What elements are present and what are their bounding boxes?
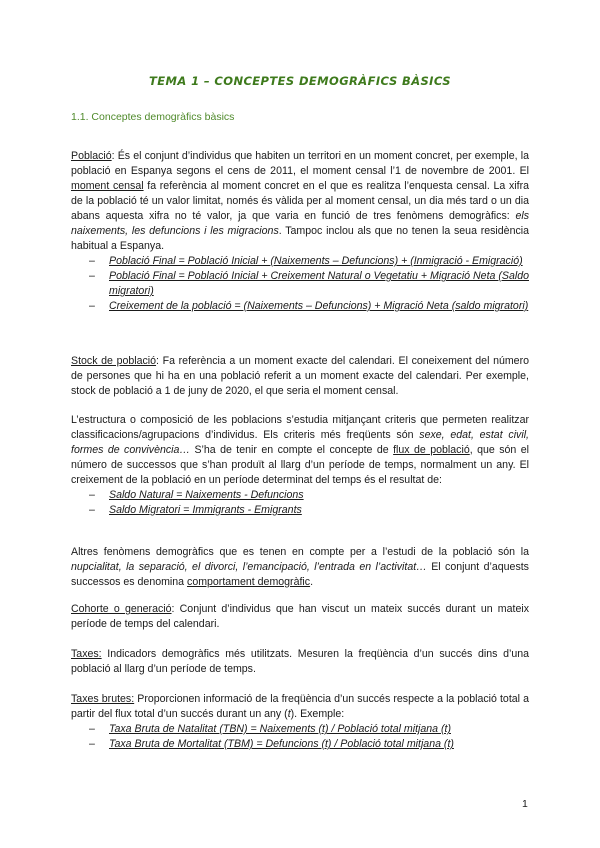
dash-bullet: – (89, 255, 95, 267)
text: S’ha de tenir en compte el concepte de (190, 444, 394, 456)
term-poblacio: Població (71, 150, 112, 162)
formula-item (71, 299, 529, 314)
dash-bullet: – (89, 738, 95, 750)
formula-text: Saldo Natural = Naixements - Defuncions (109, 489, 304, 501)
term-stock: Stock de població (71, 355, 157, 367)
text: El conjunt d’aquests successos es denomina (71, 561, 529, 588)
section-heading: 1.1. Conceptes demogràfics bàsics (71, 111, 235, 123)
formula-text: Població Final = Població Inicial + Creixement Natural o Vegetatiu + Migració Neta (Saldo migratori) (109, 270, 529, 297)
text: L’estructura o composició de les poblacions s’estudia mitjançant criteris que permeten realitzar classificacions/agrupacions d’individus. Els criteris més freqüents són (71, 414, 529, 441)
formula-list (71, 722, 529, 752)
text: : Conjunt d’individus que han viscut un mateix succés durant un mateix període de temps del calendari. (71, 603, 530, 630)
formula-text: Creixement de la població = (Naixements – Defuncions) + Migració Neta (saldo migratori) (109, 300, 529, 312)
formula-item (71, 503, 529, 518)
text: . Tampoc inclou als que no tenen la seua residència habitual a Espanya. (71, 225, 530, 252)
term-cohorte: Cohorte o generació (71, 603, 172, 615)
formula-item (71, 722, 529, 737)
text: Proporcionen informació de la freqüència d’un succés respecte a la població total a partir del flux total d’un succés durant un any ( (71, 693, 529, 720)
term-flux: flux de població (393, 444, 470, 456)
paragraph-taxes-brutes (71, 692, 529, 752)
paragraph-poblacio (71, 149, 529, 314)
formula-item (71, 269, 529, 299)
text: : És el conjunt d’individus que habiten un territori en un moment concret, per exemple, la població en Espanya segons el cens de 2011, el moment censal l’1 de novembre de 2001. El (71, 150, 529, 177)
dash-bullet: – (89, 504, 95, 516)
formula-list (71, 488, 529, 518)
formula-text: Població Final = Població Inicial + (Naixements – Defuncions) + (Inmigració - Emigració) (109, 255, 523, 267)
paragraph-cohorte (71, 602, 529, 632)
formula-list (71, 254, 529, 314)
paragraph-taxes (71, 647, 529, 677)
text: fa referència al moment concret en el que es realitza l’enquesta censal. La xifra de la població té un valor limitat, només és vàlida per al moment censal, un dia més tard o un dia abans aquesta xifra no té valor, ja que varia en funció de tres fenòmens demogràfics: (71, 180, 529, 222)
text: Indicadors demogràfics més utilitzats. Mesuren la freqüència d’un succés dins d’una població al llarg d’un període de temps. (71, 648, 529, 675)
page-number: 1 (522, 798, 528, 810)
term-taxes: Taxes: (71, 648, 102, 660)
term-moment-censal: moment censal (71, 180, 144, 192)
paragraph-altres (71, 545, 529, 590)
formula-item (71, 254, 529, 269)
dash-bullet: – (89, 300, 95, 312)
formula-text: Taxa Bruta de Natalitat (TBN) = Naixements (t) / Població total mitjana (t) (109, 723, 451, 735)
formula-text: Saldo Migratori = Immigrants - Emigrants (109, 504, 302, 516)
term-taxes-brutes: Taxes brutes: (71, 693, 135, 705)
text: : Fa referència a un moment exacte del calendari. El coneixement del número de persones que hi ha en una població referit a un moment exacte del calendari. Per exemple, stock de població a 1 de juny de 2020, el que seria el moment censal. (71, 355, 529, 397)
text: Altres fenòmens demogràfics que es tenen en compte per a l’estudi de la població són la (71, 546, 529, 558)
page-title: TEMA 1 – CONCEPTES DEMOGRÀFICS BÀSICS (149, 74, 451, 88)
formula-text: Taxa Bruta de Mortalitat (TBM) = Defuncions (t) / Població total mitjana (t) (109, 738, 454, 750)
formula-item (71, 737, 529, 752)
var-t: t (287, 708, 291, 720)
text: ). Exemple: (290, 708, 345, 720)
formula-item (71, 488, 529, 503)
text: , que són el número de successos que s’han produït al llarg d’un període de temps, normalment un any. El creixement de la població en un període determinat del temps és el resultat de: (71, 444, 529, 486)
text: . (310, 576, 314, 588)
phenomena-list: nupcialitat, la separació, el divorci, l’emancipació, l’entrada en l’activitat… (71, 561, 427, 573)
paragraph-estructura (71, 413, 529, 518)
dash-bullet: – (89, 489, 95, 501)
dash-bullet: – (89, 270, 95, 282)
criteria-list: sexe, edat, estat civil, formes de convivència… (71, 429, 529, 456)
paragraph-stock (71, 354, 529, 399)
term-comportament: comportament demogràfic (187, 576, 311, 588)
phenomena-list: els naixements, les defuncions i les migracions (71, 210, 529, 237)
dash-bullet: – (89, 723, 95, 735)
